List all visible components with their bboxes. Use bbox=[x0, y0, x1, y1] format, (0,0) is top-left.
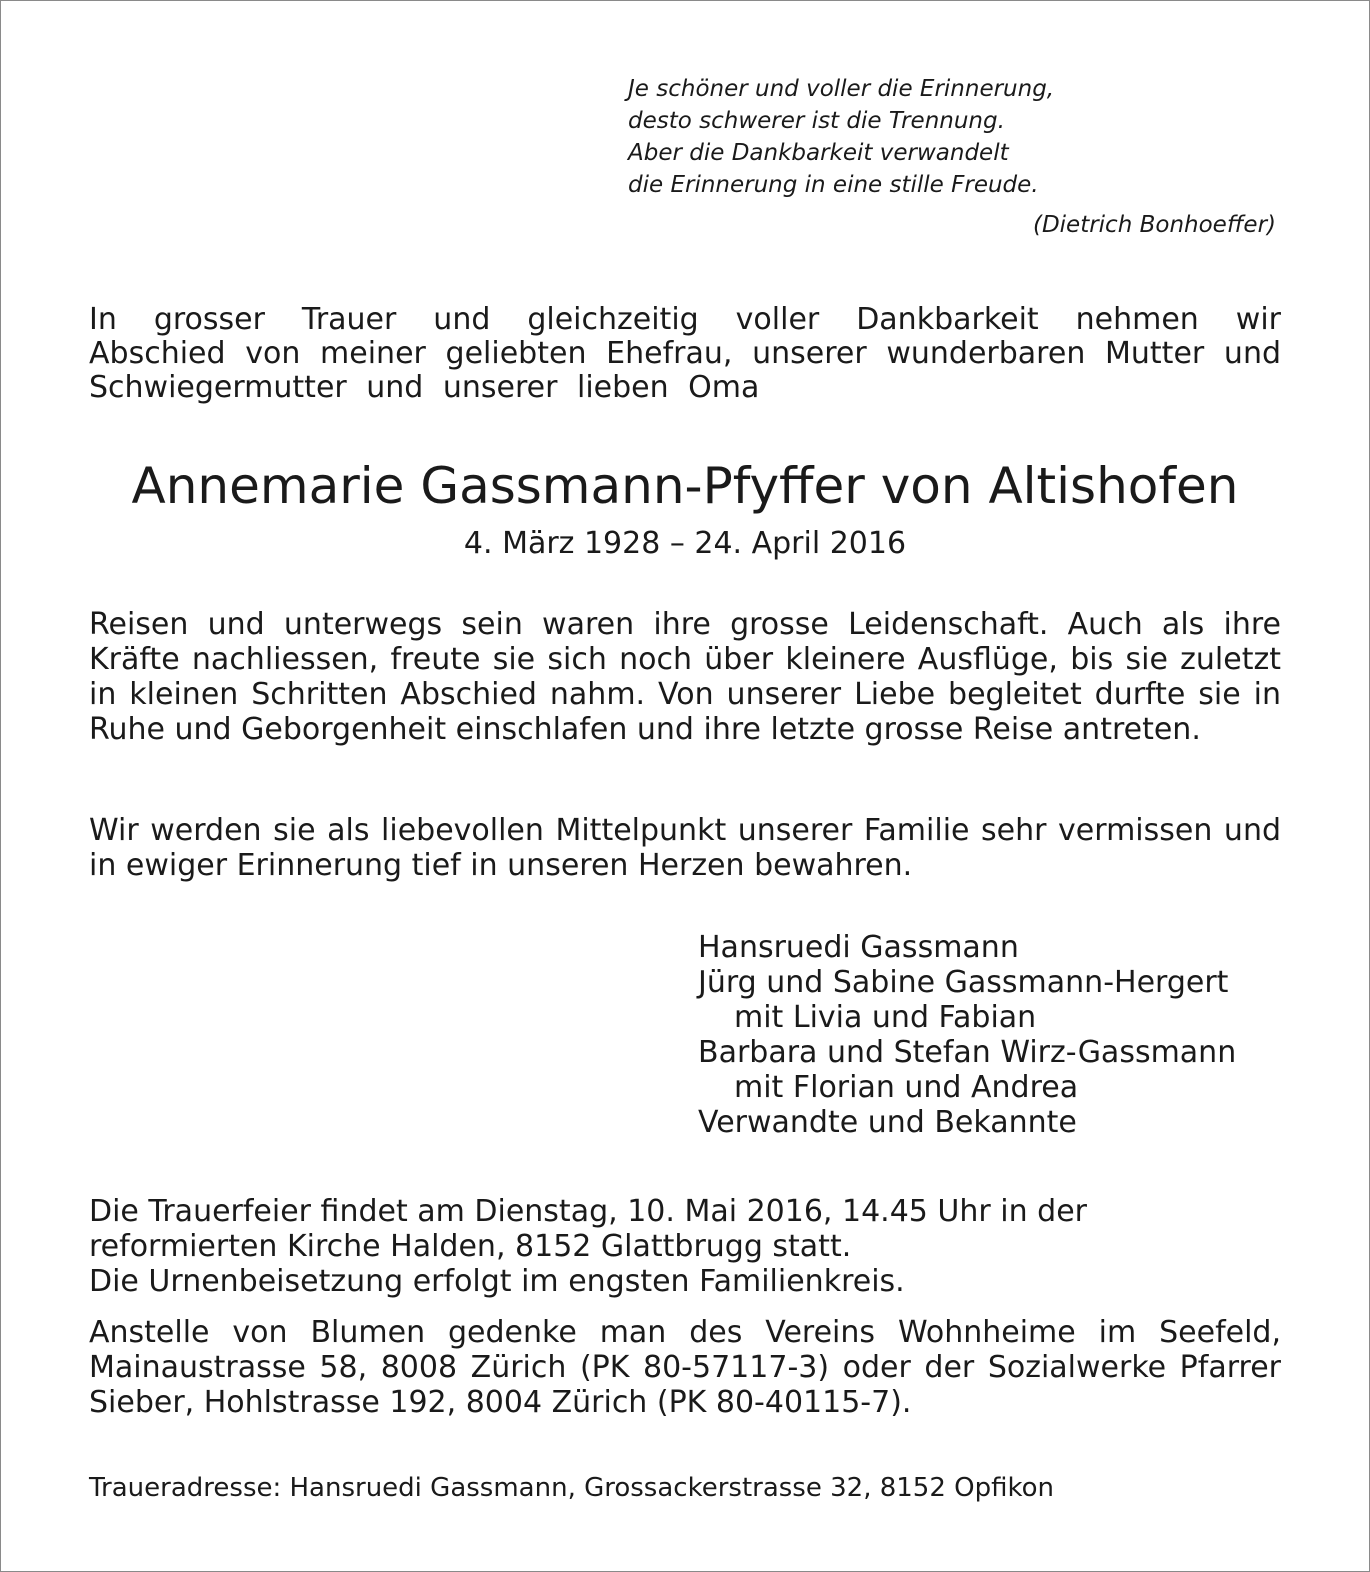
memorial-paragraph: Wir werden sie als liebevollen Mittelpunkt unserer Familie sehr vermissen und in ewiger Erinnerung tief in unseren Herzen bewahren. bbox=[89, 813, 1281, 883]
intro-text: In grosser Trauer und gleichzeitig voller Dankbarkeit nehmen wir Abschied von meiner geliebten Ehefrau, unserer wunderbaren Mutter und Schwiegermutter und unserer lieben Oma bbox=[89, 302, 1281, 405]
life-dates: 4. März 1928 – 24. April 2016 bbox=[463, 526, 907, 561]
epigraph-quote bbox=[628, 73, 1054, 201]
mourner-line: Hansruedi Gassmann bbox=[698, 930, 1019, 965]
mourner-line: mit Livia und Fabian bbox=[734, 1000, 1037, 1035]
memorial-paragraph: Reisen und unterwegs sein waren ihre grosse Leidenschaft. Auch als ihre Kräfte nachliessen, freute sie sich noch über kleinere Ausflüge, bis sie zuletzt in kleinen Schritten Abschied nahm. Von unserer Liebe begleitet durfte sie in Ruhe und Geborgenheit einschlafen und ihre letzte grosse Reise antreten. bbox=[89, 607, 1281, 747]
donation-note: Anstelle von Blumen gedenke man des Vereins Wohnheime im Seefeld, Mainaustrasse 58, 8008 Zürich (PK 80-57117-3) oder der Sozialwerke Pfarrer Sieber, Hohlstrasse 192, 8004 Zürich (PK 80-40115-7). bbox=[89, 1315, 1281, 1420]
quote-line: desto schwerer ist die Trennung. bbox=[628, 108, 1005, 134]
quote-author: (Dietrich Bonhoeffer) bbox=[1032, 212, 1276, 238]
mourner-line: Barbara und Stefan Wirz-Gassmann bbox=[698, 1035, 1237, 1070]
mourner-line: Jürg und Sabine Gassmann-Hergert bbox=[698, 965, 1229, 1000]
mourning-address: Traueradresse: Hansruedi Gassmann, Grossackerstrasse 32, 8152 Opfikon bbox=[89, 1473, 1055, 1503]
quote-line: Je schöner und voller die Erinnerung, bbox=[628, 76, 1055, 102]
deceased-name: Annemarie Gassmann-Pfyffer von Altishofen bbox=[131, 457, 1239, 515]
mourners-list bbox=[698, 930, 1236, 1140]
quote-line: die Erinnerung in eine stille Freude. bbox=[628, 172, 1039, 198]
service-line: Die Urnenbeisetzung erfolgt im engsten Familienkreis. bbox=[89, 1264, 905, 1299]
service-line: reformierten Kirche Halden, 8152 Glattbrugg statt. bbox=[89, 1229, 852, 1264]
mourner-line: Verwandte und Bekannte bbox=[698, 1105, 1077, 1140]
mourner-line: mit Florian und Andrea bbox=[734, 1070, 1079, 1105]
service-line: Die Trauerfeier findet am Dienstag, 10. Mai 2016, 14.45 Uhr in der bbox=[89, 1194, 1087, 1229]
service-info bbox=[89, 1194, 1281, 1299]
quote-line: Aber die Dankbarkeit verwandelt bbox=[628, 140, 1009, 166]
